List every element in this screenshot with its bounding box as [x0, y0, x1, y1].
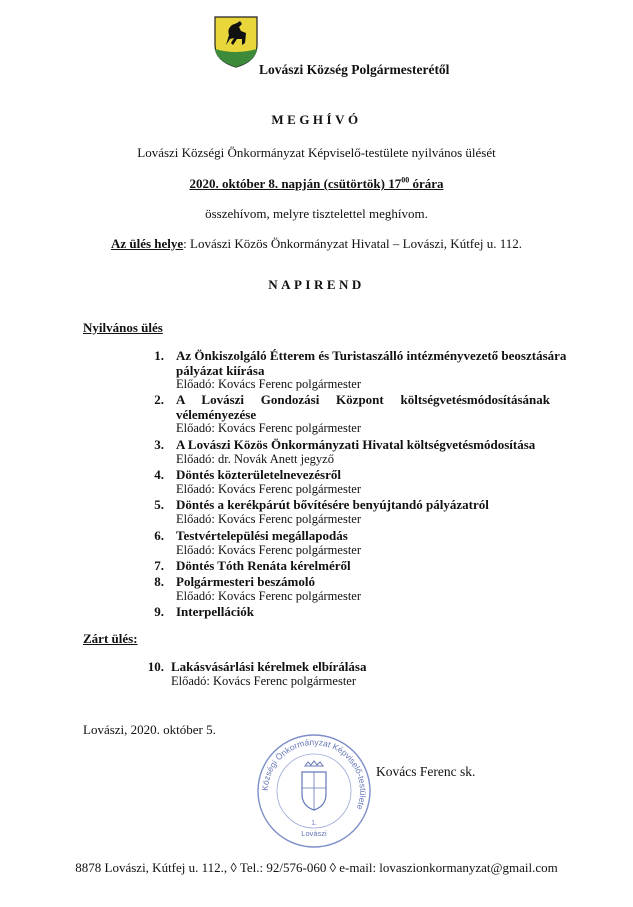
agenda-item-title: Döntés közterületelnevezésről [176, 467, 341, 482]
agenda-title: NAPIREND [268, 277, 365, 292]
venue-label: Az ülés helye [110, 236, 184, 251]
stamp-ring-text: Községi Önkormányzat Képviselő-testülete [259, 736, 369, 812]
agenda-item-presenter: Előadó: Kovács Ferenc polgármester [176, 512, 362, 526]
agenda-item-title: A Lovászi Közös Önkormányzati Hivatal költségvetésmódosítása [176, 437, 536, 452]
agenda-item-number: 9. [154, 604, 164, 619]
signer-name: Kovács Ferenc sk. [376, 764, 476, 779]
agenda-item-title: Döntés Tóth Renáta kérelméről [176, 558, 351, 573]
agenda-item-title-cont: véleményezése [176, 407, 257, 422]
page-title: MEGHÍVÓ [271, 112, 362, 127]
agenda-item-presenter: Előadó: Kovács Ferenc polgármester [176, 589, 362, 603]
venue-line [0, 236, 633, 252]
date-superscript: 00 [401, 175, 410, 185]
agenda-item-number: 1. [154, 348, 164, 363]
invitation-line: Lovászi Községi Önkormányzat Képviselő-testülete nyilvános ülését [137, 145, 496, 160]
agenda-item-number: 3. [154, 437, 164, 452]
date-text: 2020. október 8. napján (csütörtök) 17 [189, 176, 402, 191]
agenda-item-number: 7. [154, 558, 164, 573]
agenda-item-number: 2. [154, 392, 164, 407]
agenda-item-title: Döntés a kerékpárút bővítésére benyújtandó pályázatról [176, 497, 489, 512]
agenda-item-number: 5. [154, 497, 164, 512]
agenda-item-presenter: Előadó: Kovács Ferenc polgármester [171, 674, 357, 688]
stamp-bottom-text: Lovászi [301, 829, 327, 838]
agenda-item-presenter: Előadó: Kovács Ferenc polgármester [176, 543, 362, 557]
agenda-item-number: 10. [147, 659, 164, 674]
place-date: Lovászi, 2020. október 5. [83, 722, 216, 737]
agenda-item-presenter: Előadó: Kovács Ferenc polgármester [176, 421, 362, 435]
coat-of-arms-icon [213, 15, 259, 69]
venue-text: : Lovászi Közös Önkormányzat Hivatal – Lovászi, Kútfej u. 112. [183, 236, 523, 251]
closed-session-heading: Zárt ülés: [83, 631, 138, 646]
date-suffix: órára [409, 176, 444, 191]
agenda-item-number: 4. [154, 467, 164, 482]
agenda-item-title: Testvértelepülési megállapodás [176, 528, 348, 543]
agenda-item-presenter: Előadó: Kovács Ferenc polgármester [176, 482, 362, 496]
agenda-item-title: Polgármesteri beszámoló [176, 574, 315, 589]
office-heading: Lovászi Község Polgármesterétől [259, 62, 450, 77]
meeting-date [0, 176, 633, 192]
agenda-item-presenter: Előadó: dr. Novák Anett jegyző [176, 452, 334, 466]
invitation-closing-line: összehívom, melyre tisztelettel meghívom. [205, 206, 428, 221]
agenda-item-title: Interpellációk [176, 604, 254, 619]
agenda-item-number: 6. [154, 528, 164, 543]
official-stamp-icon [255, 732, 373, 850]
agenda-item-title-cont: pályázat kiírása [176, 363, 265, 378]
agenda-item-number: 8. [154, 574, 164, 589]
stamp-code: 1. [311, 820, 317, 827]
agenda-item-title: Lakásvásárlási kérelmek elbírálása [171, 659, 367, 674]
agenda-item-title: Az Önkiszolgáló Étterem és Turistaszálló intézményvezető beosztására [176, 348, 567, 363]
agenda-item-presenter: Előadó: Kovács Ferenc polgármester [176, 377, 362, 391]
footer-contact: 8878 Lovászi, Kútfej u. 112., ◊ Tel.: 92/576-060 ◊ e-mail: lovaszionkormanyzat@gmail.com [75, 860, 558, 875]
public-session-heading: Nyilvános ülés [83, 320, 163, 335]
agenda-item-title: A Lovászi Gondozási Központ költségvetésmódosításának [176, 392, 550, 407]
